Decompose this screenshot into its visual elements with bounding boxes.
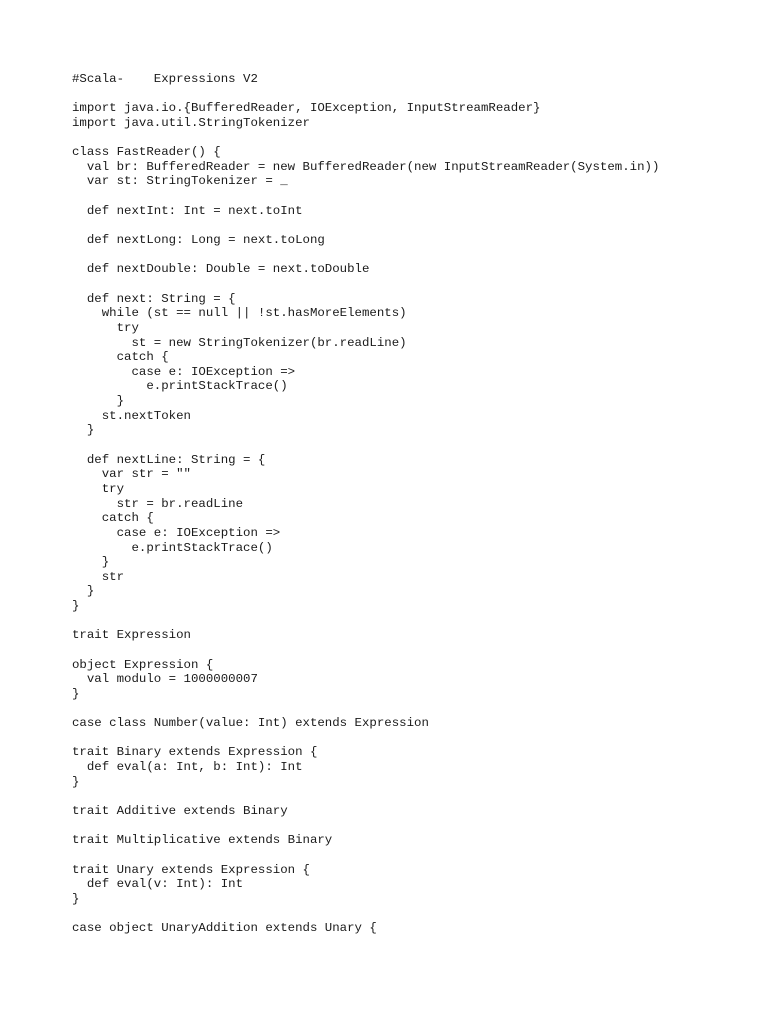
code-line: catch { bbox=[72, 511, 154, 526]
code-line bbox=[72, 731, 659, 746]
code-line: import java.io.{BufferedReader, IOException, InputStreamReader} bbox=[72, 101, 541, 116]
code-line: e.printStackTrace() bbox=[72, 379, 288, 394]
code-line: st = new StringTokenizer(br.readLine) bbox=[72, 335, 407, 350]
code-line: try bbox=[72, 481, 125, 496]
code-line bbox=[72, 848, 659, 863]
code-line: trait Expression bbox=[72, 628, 191, 643]
code-line: class FastReader() { bbox=[72, 145, 221, 160]
code-line: #Scala- Expressions V2 bbox=[72, 72, 258, 86]
code-line bbox=[72, 819, 659, 834]
code-line bbox=[72, 789, 659, 804]
code-line: def next: String = { bbox=[72, 291, 236, 306]
code-line: def nextDouble: Double = next.toDouble bbox=[72, 262, 370, 277]
code-line: val modulo = 1000000007 bbox=[72, 672, 258, 687]
code-line: } bbox=[72, 686, 80, 701]
code-line: e.printStackTrace() bbox=[72, 540, 273, 555]
code-line: } bbox=[72, 555, 110, 570]
code-line: var st: StringTokenizer = _ bbox=[72, 174, 288, 189]
code-line: } bbox=[72, 891, 80, 906]
code-line: } bbox=[72, 599, 80, 614]
code-line: trait Unary extends Expression { bbox=[72, 862, 310, 877]
code-block bbox=[72, 72, 659, 936]
code-line: } bbox=[72, 423, 95, 438]
code-line bbox=[72, 131, 659, 146]
code-line: } bbox=[72, 774, 80, 789]
code-line: case e: IOException => bbox=[72, 525, 281, 540]
code-line: def nextLong: Long = next.toLong bbox=[72, 233, 325, 248]
code-line bbox=[72, 277, 659, 292]
code-line bbox=[72, 248, 659, 263]
code-line bbox=[72, 702, 659, 717]
code-line: } bbox=[72, 584, 95, 599]
code-line: str bbox=[72, 569, 125, 584]
code-line: } bbox=[72, 394, 125, 409]
code-line: val br: BufferedReader = new BufferedReader(new InputStreamReader(System.in)) bbox=[72, 159, 660, 174]
code-line: case class Number(value: Int) extends Expression bbox=[72, 716, 429, 731]
code-line bbox=[72, 189, 659, 204]
code-line: var str = "" bbox=[72, 467, 191, 482]
code-line: def nextLine: String = { bbox=[72, 452, 266, 467]
code-line: catch { bbox=[72, 350, 169, 365]
code-line bbox=[72, 614, 659, 629]
code-line: object Expression { bbox=[72, 657, 214, 672]
code-line: try bbox=[72, 320, 139, 335]
code-line bbox=[72, 907, 659, 922]
code-line: case object UnaryAddition extends Unary { bbox=[72, 921, 377, 936]
code-line: st.nextToken bbox=[72, 408, 191, 423]
code-line bbox=[72, 87, 659, 102]
code-line: def nextInt: Int = next.toInt bbox=[72, 203, 303, 218]
code-line: trait Binary extends Expression { bbox=[72, 745, 318, 760]
code-line: while (st == null || !st.hasMoreElements) bbox=[72, 306, 407, 321]
code-line: trait Additive extends Binary bbox=[72, 804, 288, 819]
code-line: case e: IOException => bbox=[72, 364, 296, 379]
code-line bbox=[72, 643, 659, 658]
code-line: import java.util.StringTokenizer bbox=[72, 115, 310, 130]
code-line bbox=[72, 218, 659, 233]
code-line bbox=[72, 438, 659, 453]
code-line: trait Multiplicative extends Binary bbox=[72, 833, 333, 848]
code-line: def eval(a: Int, b: Int): Int bbox=[72, 760, 303, 775]
code-line: str = br.readLine bbox=[72, 496, 244, 511]
code-line: def eval(v: Int): Int bbox=[72, 877, 244, 892]
